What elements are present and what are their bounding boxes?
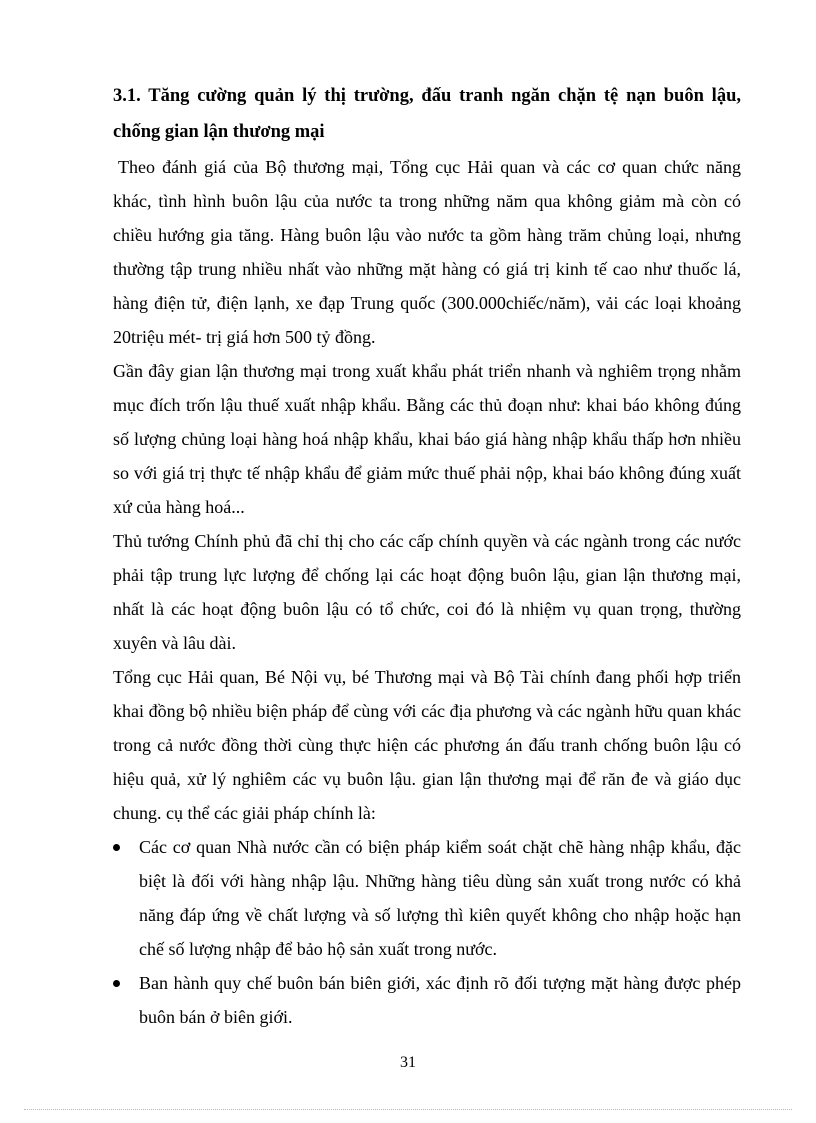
page-bottom-divider [24, 1109, 792, 1110]
list-item [113, 966, 741, 1034]
paragraph-trade-fraud: Gần đây gian lận thương mại trong xuất khẩu phát triển nhanh và nghiêm trọng nhằm mục đích trốn lậu thuế xuất nhập khẩu. Bằng các thủ đoạn như: khai báo không đúng số lượng chủng loại hàng hoá nhập khẩu, khai báo giá hàng nhập khẩu thấp hơn nhiều so với giá trị thực tế nhập khẩu để giảm mức thuế phải nộp, khai báo không đúng xuất xứ của hàng hoá... [113, 361, 741, 517]
list-item-text: Các cơ quan Nhà nước cần có biện pháp kiểm soát chặt chẽ hàng nhập khẩu, đặc biệt là đối với hàng nhập lậu. Những hàng tiêu dùng sản xuất trong nước có khả năng đáp ứng về chất lượng và số lượng thì kiên quyết không cho nhập hoặc hạn chế số lượng nhập để bảo hộ sản xuất trong nước. [139, 837, 741, 959]
solutions-list [113, 830, 741, 1034]
bullet-icon [113, 980, 120, 987]
paragraph-customs-coordination: Tổng cục Hải quan, Bé Nội vụ, bé Thương mại và Bộ Tài chính đang phối hợp triển khai đồng bộ nhiều biện pháp để cùng với các địa phương và các ngành hữu quan khác trong cả nước đồng thời cùng thực hiện các phương án đấu tranh chống buôn lậu có hiệu quả, xử lý nghiêm các vụ buôn lậu. gian lận thương mại để răn đe và giáo dục chung. cụ thể các giải pháp chính là: [113, 667, 741, 823]
list-item-text: Ban hành quy chế buôn bán biên giới, xác định rõ đối tượng mặt hàng được phép buôn bán ở biên giới. [139, 973, 741, 1027]
list-item [113, 830, 741, 966]
paragraph-prime-minister-directive: Thủ tướng Chính phủ đã chỉ thị cho các cấp chính quyền và các ngành trong các nước phải tập trung lực lượng để chống lại các hoạt động buôn lậu, gian lận thương mại, nhất là các hoạt động buôn lậu có tổ chức, coi đó là nhiệm vụ quan trọng, thường xuyên và lâu dài. [113, 531, 741, 653]
bullet-icon [113, 844, 120, 851]
section-heading: 3.1. Tăng cường quản lý thị trường, đấu tranh ngăn chặn tệ nạn buôn lậu, chống gian lận thương mại [113, 86, 741, 142]
paragraph-smuggling-assessment: Theo đánh giá của Bộ thương mại, Tổng cục Hải quan và các cơ quan chức năng khác, tình hình buôn lậu của nước ta trong những năm qua không giảm mà còn có chiều hướng gia tăng. Hàng buôn lậu vào nước ta gồm hàng trăm chủng loại, nhưng thường tập trung nhiều nhất vào những mặt hàng có giá trị kinh tế cao như thuốc lá, hàng điện tử, điện lạnh, xe đạp Trung quốc (300.000chiếc/năm), vải các loại khoảng 20triệu mét- trị giá hơn 500 tỷ đồng. [113, 157, 741, 347]
page-content [113, 78, 741, 1034]
page-number: 31 [400, 1054, 416, 1071]
